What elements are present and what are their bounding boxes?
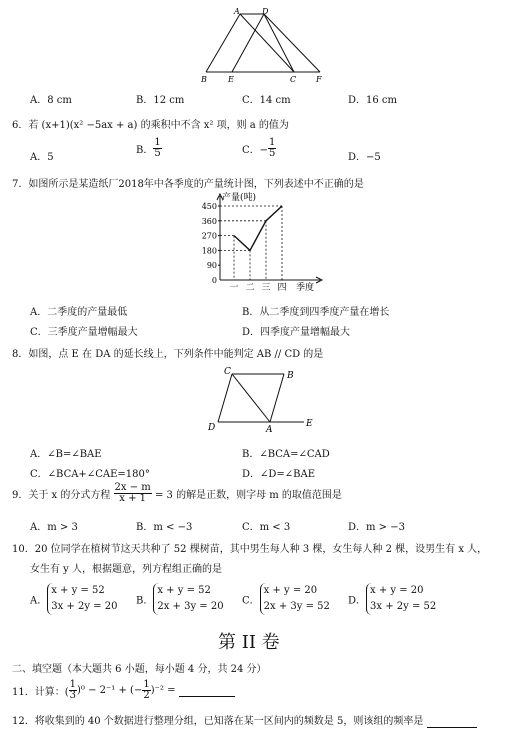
y-tick-label: 0 xyxy=(211,276,217,285)
q9-option-c[interactable]: C．m < 3 xyxy=(242,522,291,533)
q11 xyxy=(12,680,235,701)
label-c: C xyxy=(224,367,231,377)
q10-option-a-label: A． xyxy=(30,595,48,607)
q9-stem-post: = 3 的解是正数，则字母 m 的取值范围是 xyxy=(154,490,342,501)
q12 xyxy=(12,712,477,728)
q10-option-d-label: D． xyxy=(348,595,367,607)
q10-line2: 女生有 y 人，根据题意，列方程组正确的是 xyxy=(30,564,223,575)
q10-option-d[interactable] xyxy=(348,583,436,615)
q7-option-b[interactable]: B．从二季度到四季度产量在增长 xyxy=(242,307,390,318)
q10-option-b-system: x + y = 52 2x + 3y = 20 xyxy=(153,583,223,615)
q7-option-a[interactable]: A．二季度的产量最低 xyxy=(30,307,128,318)
figure-parallelogram xyxy=(204,364,334,436)
q10-option-a[interactable] xyxy=(30,583,117,615)
q6-option-a[interactable]: A．5 xyxy=(30,152,54,163)
q5-option-c[interactable]: C．14 cm xyxy=(242,95,291,106)
label-c: C xyxy=(290,75,297,84)
q9-stem-pre: 9．关于 x 的分式方程 xyxy=(12,490,111,501)
q9-option-a[interactable]: A．m > 3 xyxy=(30,522,78,533)
figure-trapezoid xyxy=(196,6,328,84)
q6-option-b-label: B． xyxy=(136,145,154,156)
x-tick-label: 三 xyxy=(261,283,271,292)
q8-option-d[interactable]: D．∠D=∠BAE xyxy=(242,469,316,480)
y-tick-label: 270 xyxy=(201,231,217,241)
label-b: B xyxy=(287,371,294,381)
q5-option-d[interactable]: D．16 cm xyxy=(348,95,398,106)
series-line xyxy=(234,206,282,250)
q10-option-b-label: B． xyxy=(136,595,154,607)
q7-production-chart xyxy=(190,188,340,292)
q7-option-d[interactable]: D．四季度产量增幅最大 xyxy=(242,327,351,338)
q9-option-b[interactable]: B．m < −3 xyxy=(136,522,193,533)
q10-option-a-system: x + y = 52 3x + 2y = 20 xyxy=(47,583,117,615)
q11-answer-blank[interactable] xyxy=(179,685,235,697)
label-f: F xyxy=(316,75,322,84)
q10-option-d-system: x + y = 20 3x + 2y = 52 xyxy=(366,583,436,615)
q10-option-c-system: x + y = 20 2x + 3y = 52 xyxy=(260,583,330,615)
q6-option-b[interactable] xyxy=(136,138,162,159)
x-axis-label: 季度 xyxy=(296,283,315,292)
label-d: D xyxy=(262,7,269,16)
label-d: D xyxy=(208,423,216,433)
label-e: E xyxy=(306,419,313,429)
q10-option-b[interactable] xyxy=(136,583,224,615)
q5-option-b[interactable]: B．12 cm xyxy=(136,95,185,106)
q6-option-c-fraction: $\frac{1}{5}$ xyxy=(269,137,276,159)
label-a: A xyxy=(234,7,240,16)
q6-option-c[interactable] xyxy=(242,138,276,159)
y-tick-label: 450 xyxy=(201,202,217,211)
q6-option-c-label: C．− xyxy=(242,145,269,156)
x-tick-label: 一 xyxy=(229,283,239,292)
q11-post: )⁻² = xyxy=(150,685,176,696)
x-tick-label: 四 xyxy=(277,283,287,292)
q6-stem: 6．若 (x+1)(x² −5ax + a) 的乘积中不含 x² 项，则 a 的值为 xyxy=(12,120,289,131)
q9-fraction: $\frac{2x - m}{x + 1}$ xyxy=(114,482,151,504)
q10-line1: 10．20 位同学在植树节这天共种了 52 棵树苗，其中男生每人种 3 棵，女生每人种 2 棵，设男生有 x 人， xyxy=(12,544,488,555)
q12-text: 12．将收集到的 40 个数据进行整理分组，已知落在某一区间内的频数是 5，则该组的频率是 xyxy=(12,716,424,727)
q6-option-b-fraction: $\frac{1}{5}$ xyxy=(154,137,161,159)
q11-mid: )⁰ − 2⁻¹ + (− xyxy=(77,685,143,696)
q9-stem xyxy=(12,483,342,504)
y-tick-label: 360 xyxy=(201,216,217,226)
q8-option-b[interactable]: B．∠BCA=∠CAD xyxy=(242,449,330,460)
q11-fraction-2: $\frac{1}{2}$ xyxy=(143,679,150,701)
part2-title: 第 II 卷 xyxy=(218,632,280,653)
y-axis-label: 产量(吨) xyxy=(222,193,257,203)
q5-option-a[interactable]: A．8 cm xyxy=(30,95,72,106)
section2-heading: 二、填空题（本大题共 6 小题，每小题 4 分，共 24 分） xyxy=(12,664,267,675)
y-tick-label: 180 xyxy=(201,246,217,256)
q8-stem: 8．如图，点 E 在 DA 的延长线上，下列条件中能判定 AB // CD 的是 xyxy=(12,349,324,360)
q10-option-c[interactable] xyxy=(242,583,330,615)
q10-option-c-label: C． xyxy=(242,595,260,607)
q8-option-c[interactable]: C．∠BCA+∠CAE=180° xyxy=(30,469,150,480)
q7-option-c[interactable]: C．三季度产量增幅最大 xyxy=(30,327,138,338)
q6-option-d[interactable]: D．−5 xyxy=(348,152,381,163)
q7-stem: 7．如图所示是某造纸厂2018年中各季度的产量统计图，下列表述中不正确的是 xyxy=(12,179,364,190)
q12-answer-blank[interactable] xyxy=(427,716,477,728)
label-a: A xyxy=(266,425,273,435)
x-tick-label: 二 xyxy=(245,283,255,292)
label-b: B xyxy=(201,75,207,84)
q9-option-d[interactable]: D．m > −3 xyxy=(348,522,405,533)
q8-option-a[interactable]: A．∠B=∠BAE xyxy=(30,449,102,460)
q11-fraction-1: $\frac{1}{3}$ xyxy=(69,679,77,701)
q11-pre: 11．计算：( xyxy=(12,687,69,698)
y-tick-label: 90 xyxy=(206,261,217,271)
label-e: E xyxy=(228,75,234,84)
